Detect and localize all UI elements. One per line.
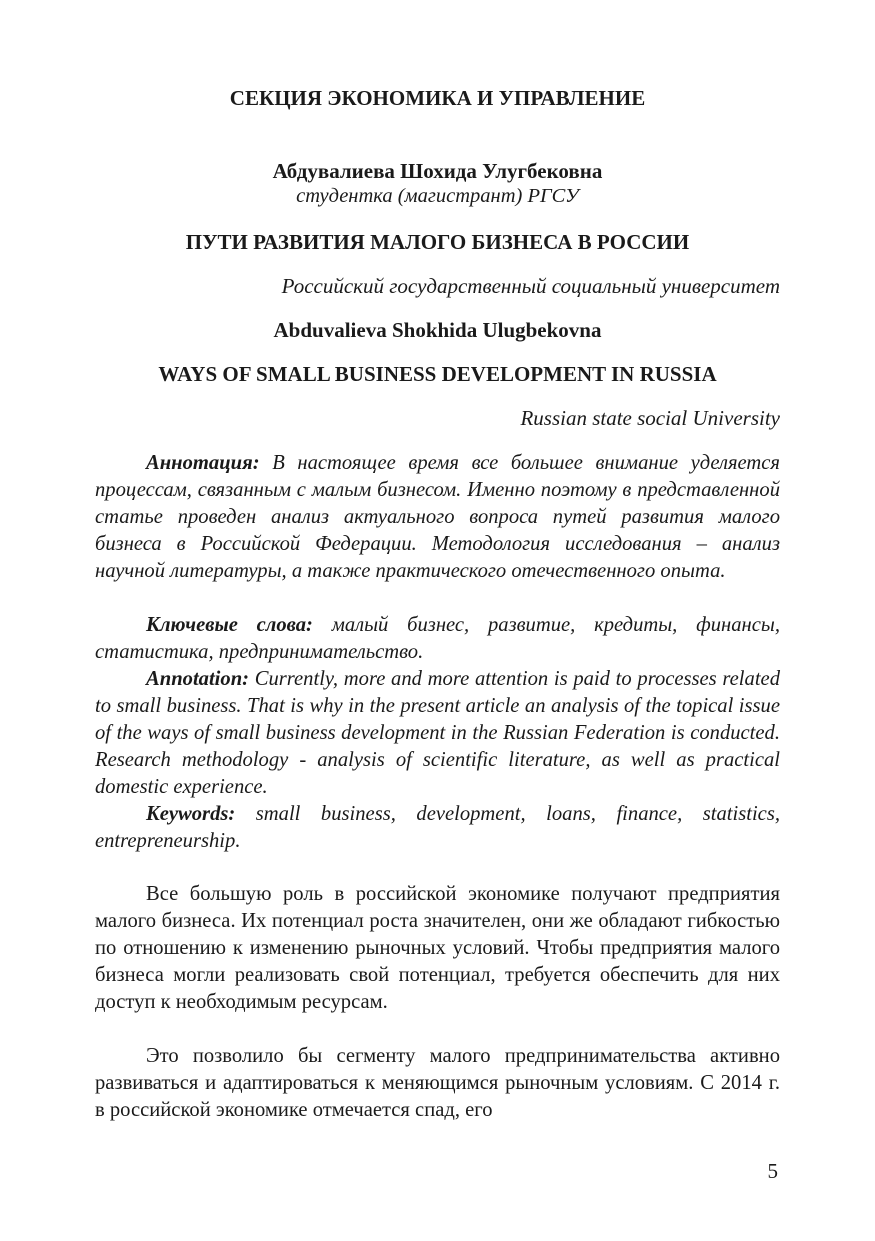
keywords-en-text: small business, development, loans, finance, statistics, entrepreneurship.: [95, 803, 780, 852]
keywords-ru-label: Ключевые слова:: [146, 614, 313, 636]
university-ru: Российский государственный социальный университет: [281, 274, 780, 298]
abstract-ru-text: В настоящее время все большее внимание уделяется процессам, связанным с малым бизнесом. Именно поэтому в представленной статье проведен анализ актуального вопроса путей развития малого бизнеса в Российской Федерации. Методология исследования – анализ научной литературы, а также практического отечественного опыта.: [95, 452, 780, 582]
author-name-ru: Абдувалиева Шохида Улугбековна: [272, 159, 603, 183]
article-title-ru: ПУТИ РАЗВИТИЯ МАЛОГО БИЗНЕСА В РОССИИ: [185, 230, 690, 254]
author-status: студентка (магистрант) РГСУ: [296, 185, 579, 207]
section-title: СЕКЦИЯ ЭКОНОМИКА И УПРАВЛЕНИЕ: [229, 86, 646, 110]
author-name-en: Abduvalieva Shokhida Ulugbekovna: [273, 318, 602, 342]
body-paragraph: Это позволило бы сегменту малого предпринимательства активно развиваться и адаптироваться к меняющимся рыночным условиям. С 2014 г. в российской экономике отмечается спад, его: [95, 1045, 780, 1121]
keywords-ru: [95, 612, 780, 666]
keywords-en-label: Keywords:: [146, 803, 236, 825]
body-paragraph: Все большую роль в российской экономике получают предприятия малого бизнеса. Их потенциал роста значителен, они же обладают гибкостью по отношению к изменению рыночных условий. Чтобы предприятия малого бизнеса могли реализовать свой потенциал, требуется обеспечить для них доступ к необходимым ресурсам.: [95, 883, 780, 1013]
abstract-ru: [95, 450, 780, 585]
keywords-ru-text: малый бизнес, развитие, кредиты, финансы, статистика, предпринимательство.: [95, 614, 781, 663]
abstract-en-text: Currently, more and more attention is paid to processes related to small business. That is why in the present article an analysis of the topical issue of the ways of small business development in the Russian Federation is conducted. Research methodology - analysis of scientific literature, as well as practical domestic experience.: [95, 668, 780, 798]
article-title-en: WAYS OF SMALL BUSINESS DEVELOPMENT IN RUSSIA: [158, 362, 717, 386]
abstract-en-label: Annotation:: [146, 668, 250, 690]
abstract-ru-label: Аннотация:: [146, 452, 260, 474]
abstract-en: [95, 666, 780, 801]
page-number: 5: [767, 1159, 778, 1183]
keywords-en: [95, 801, 780, 855]
university-en: Russian state social University: [520, 406, 780, 430]
